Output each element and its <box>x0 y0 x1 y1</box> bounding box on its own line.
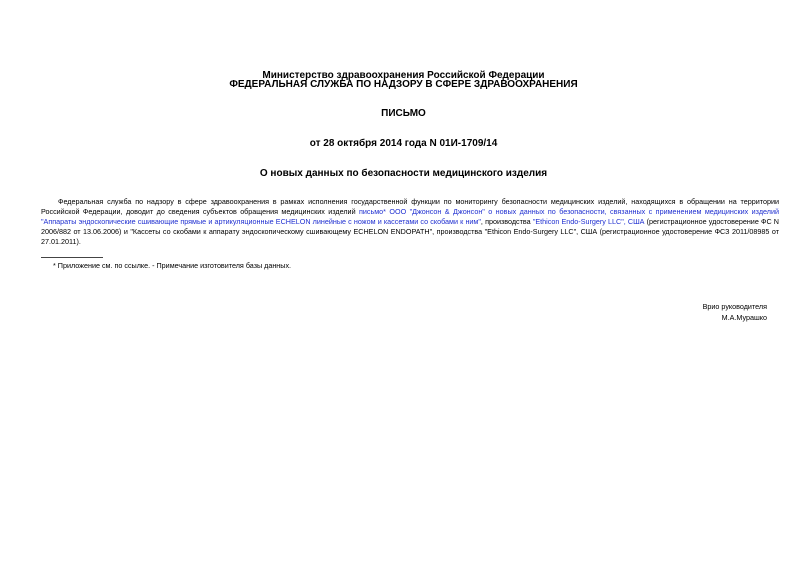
body-text-part2: , производства <box>480 217 533 226</box>
ministry-name: Министерство здравоохранения Российской Федерации <box>262 70 545 81</box>
footnote-divider <box>41 257 103 258</box>
footnote-text: * Приложение см. по ссылке. - Примечание изготовителя базы данных. <box>53 261 292 270</box>
body-text-part1: Федеральная служба по надзору в сфере здравоохранения в рамках исполнения государственной функции по мониторингу безопасности медицинских изделий, находящихся в обращении на территории Российской Федерации, доводит до сведения субъектов обращения медицинских изделий <box>41 197 779 216</box>
document-type: ПИСЬМО <box>381 108 426 119</box>
signature-position: Врио руководителя <box>702 302 767 311</box>
signature-name: М.А.Мурашко <box>721 313 767 322</box>
manufacturer-link[interactable]: "Ethicon Endo-Surgery LLC", США <box>532 217 645 226</box>
body-paragraph <box>41 197 779 247</box>
letter-body <box>41 197 779 247</box>
body-text-part3: (регистрационное удостоверение ФС N 2006/882 от 13.06.2006) и "Кассеты со скобами к аппарату эндоскопическому сшивающему ECHELON ENDOPATH", производства "Ethicon Endo-Surgery LLC", США (регистрационное удостоверение ФСЗ 2011/08985 от 27.01.2011). <box>41 217 779 246</box>
document-date-number: от 28 октября 2014 года N 01И-1709/14 <box>309 138 498 149</box>
letter-link[interactable]: письмо* ООО "Джонсон & Джонсон" о новых данных по безопасности, связанных с применением медицинских изделий "Аппараты эндоскопические сшивающие прямые и артикуляционные ECHELON линейные с ножом и кассетами со скобами к ним" <box>41 207 779 226</box>
document-subject: О новых данных по безопасности медицинского изделия <box>259 168 548 179</box>
service-name: ФЕДЕРАЛЬНАЯ СЛУЖБА ПО НАДЗОРУ В СФЕРЕ ЗДРАВООХРАНЕНИЯ <box>229 79 578 90</box>
